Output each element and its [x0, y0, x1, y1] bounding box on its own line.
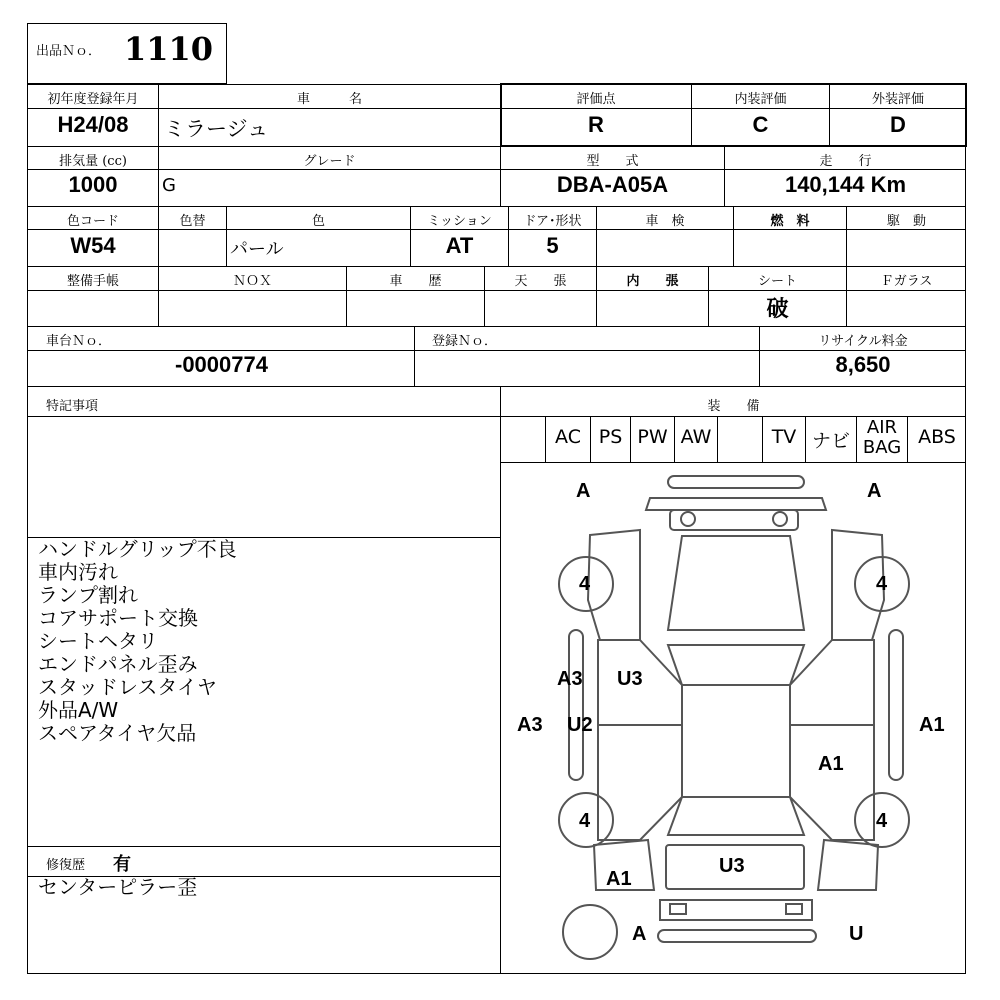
exterior-score-label: 外装評価	[871, 92, 924, 107]
car-name-label: 車 名	[296, 92, 362, 107]
transmission-value: AT	[445, 233, 474, 258]
repair-history-label: 修復歴	[46, 858, 86, 873]
interior-score-value: C	[752, 112, 769, 137]
recycle-fee-label: リサイクル料金	[818, 334, 908, 349]
inspection-label: 車 検	[645, 214, 685, 229]
mark-tire-fl: 4	[579, 573, 591, 595]
right-rear-quarter	[818, 840, 878, 890]
doors-label: ドア･形状	[523, 214, 582, 229]
hood	[668, 536, 804, 630]
f-glass-label: Ｆガラス	[880, 274, 933, 289]
rear-window	[668, 797, 804, 835]
lot-number-label: 出品Ｎｏ．	[36, 44, 102, 59]
sunroof-label: 天 張	[514, 274, 567, 289]
model-type-value: DBA-A05A	[556, 172, 669, 197]
note-item: ランプ割れ	[38, 583, 138, 607]
right-sill	[889, 630, 903, 780]
notes-list	[38, 538, 493, 745]
rear-bumper-strip	[658, 930, 816, 942]
service-book-label: 整備手帳	[66, 274, 119, 289]
score-label: 評価点	[576, 92, 616, 107]
doors-value: 5	[546, 233, 559, 258]
equipment-aw: AW	[680, 426, 712, 448]
chassis-no-value: -0000774	[175, 352, 268, 377]
mark-rear-bumper-left: A	[632, 923, 647, 945]
mark-left-side-outer: A3	[517, 714, 543, 736]
right-body-side	[790, 640, 874, 840]
mark-left-front-door-u: U3	[617, 668, 643, 690]
transmission-label: ミッション	[427, 214, 492, 229]
mark-front-right: A	[867, 480, 882, 502]
drive-label: 駆 動	[886, 214, 926, 229]
model-type-label: 型 式	[586, 154, 639, 169]
mark-right-side-outer: A1	[919, 714, 945, 736]
interior-trim-label: 内 張	[626, 274, 679, 289]
mark-left-front-door-a: A3	[557, 668, 583, 690]
mileage-value: 140,144 Km	[784, 172, 907, 197]
note-item: スタッドレスタイヤ	[38, 675, 217, 699]
lot-number: 1110	[124, 30, 214, 68]
windshield	[668, 645, 804, 685]
seat-value: 破	[766, 297, 789, 322]
mark-front-left: A	[576, 480, 591, 502]
repair-note: センターピラー歪	[38, 875, 198, 899]
history-label: 車 歴	[389, 274, 442, 289]
note-item: ハンドルグリップ不良	[38, 537, 237, 561]
mark-tire-rl: 4	[579, 810, 591, 832]
chassis-no-label: 車台Ｎｏ．	[46, 334, 112, 349]
recycle-fee-value: 8,650	[835, 352, 891, 377]
equipment-tv: TV	[771, 426, 797, 448]
mark-trunk: U3	[719, 855, 745, 877]
car-name-value: ミラージュ	[164, 117, 269, 141]
first-registration-label: 初年度登録年月	[47, 92, 139, 107]
score-value: R	[588, 112, 604, 137]
interior-score-label: 内装評価	[734, 92, 787, 107]
mark-left-rear-door: U2	[567, 714, 593, 736]
mark-rear-left-quarter: A1	[606, 868, 632, 890]
left-front-fender	[588, 530, 640, 640]
note-item: シートヘタリ	[38, 629, 158, 653]
note-item: エンドパネル歪み	[38, 652, 198, 676]
mark-tire-rr: 4	[876, 810, 888, 832]
registration-no-label: 登録Ｎｏ．	[432, 334, 498, 349]
equipment-navi: ナビ	[811, 430, 850, 452]
exterior-score-value: D	[890, 112, 906, 137]
note-item: 車内汚れ	[38, 560, 118, 584]
color-code-value: W54	[70, 233, 116, 258]
color-label: 色	[311, 214, 325, 229]
color-change-label: 色替	[179, 214, 206, 229]
equipment-ps: PS	[598, 426, 623, 448]
seat-label: シート	[757, 274, 797, 289]
grade-value: G	[162, 175, 176, 196]
color-code-label: 色コード	[66, 214, 119, 229]
mark-right-rear-door: A1	[818, 753, 844, 775]
equipment-airbag: AIR BAG	[862, 417, 902, 458]
color-value: パール	[230, 239, 284, 260]
repair-history-value: 有	[113, 854, 131, 875]
first-registration-value: H24/08	[57, 112, 129, 137]
front-bumper-strip	[668, 476, 804, 488]
spare-tire	[563, 905, 617, 959]
notes-label: 特記事項	[46, 399, 99, 414]
equipment-label: 装 備	[707, 399, 760, 414]
equipment-pw: PW	[637, 426, 668, 448]
mark-tire-fr: 4	[876, 573, 888, 595]
mark-rear-bumper-right: U	[849, 923, 864, 945]
roof	[682, 685, 790, 797]
front-bumper	[646, 498, 826, 510]
nox-label: ＮＯＸ	[232, 274, 272, 289]
mileage-label: 走 行	[819, 154, 872, 169]
grade-label: グレード	[303, 154, 356, 169]
left-sill	[569, 630, 583, 780]
displacement-value: 1000	[68, 172, 118, 197]
displacement-label: 排気量 (cc)	[59, 154, 127, 169]
equipment-abs: ABS	[918, 426, 956, 448]
note-item: コアサポート交換	[38, 606, 198, 630]
equipment-ac: AC	[555, 426, 581, 448]
note-item: 外品A/W	[38, 698, 119, 722]
fuel-label: 燃 料	[770, 214, 810, 229]
note-item: スペアタイヤ欠品	[38, 721, 197, 745]
